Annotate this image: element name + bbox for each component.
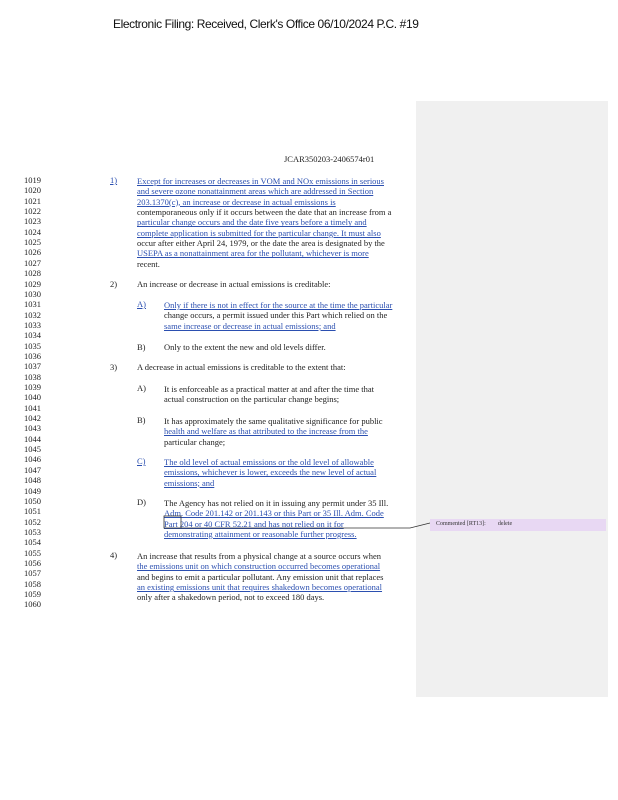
line-number: 1025: [24, 237, 41, 248]
line-number: 1055: [24, 547, 41, 558]
item-3-text: A decrease in actual emissions is creditable to the extent that:: [137, 362, 346, 372]
line-number: 1023: [24, 216, 41, 227]
item-2b-text: Only to the extent the new and old levels differ.: [164, 342, 326, 352]
line-number: 1035: [24, 340, 41, 351]
line-number: 1047: [24, 464, 41, 475]
line-number: 1038: [24, 371, 41, 382]
line-number: 1056: [24, 558, 41, 568]
line-number: 1032: [24, 309, 41, 320]
line-number: 1036: [24, 350, 41, 361]
line-number: 1042: [24, 413, 41, 423]
document-id: JCAR350203-2406574r01: [284, 154, 375, 164]
line-number: 1020: [24, 185, 41, 196]
comment-body: delete: [497, 521, 513, 527]
line-number: 1024: [24, 226, 41, 237]
line-number: 1060: [24, 599, 41, 610]
item-2b-marker: B): [137, 342, 146, 352]
line-number: 1040: [24, 392, 41, 403]
item-3b-marker: B): [137, 415, 146, 425]
line-number: 1053: [24, 526, 41, 537]
line-number: 1030: [24, 288, 41, 299]
item-3c-text: The old level of actual emissions or the old level of allowable emissions, whichever is lower, exceeds the new level of actual emissions; and: [164, 457, 377, 488]
item-4-marker: 4): [110, 550, 118, 560]
line-number: 1026: [24, 247, 41, 258]
line-number: 1050: [24, 495, 41, 506]
comment-label: Commented [RT13]:: [436, 521, 486, 527]
line-number: 1021: [24, 195, 41, 206]
line-number: 1027: [24, 257, 41, 268]
line-number: 1033: [24, 319, 41, 330]
item-2-text: An increase or decrease in actual emissions is creditable:: [137, 279, 331, 289]
item-3a-text: It is enforceable as a practical matter at and after the time that actual construction on the particular change begins;: [164, 384, 375, 405]
item-4-text: An increase that results from a physical change at a source occurs when the emissions unit on which construction occurred becomes operational and begins to emit a particular pollutant. Any emission unit that replaces an existing emissions unit that requires shakedown becomes operational only after a shakedown period, not to exceed 180 days.: [137, 551, 384, 603]
line-number: 1039: [24, 382, 41, 392]
item-2-marker: 2): [110, 279, 118, 289]
item-3c-marker: C): [137, 456, 146, 466]
line-number: 1052: [24, 516, 41, 527]
line-number: 1028: [24, 268, 41, 279]
line-number: 1051: [24, 506, 41, 517]
line-number: 1059: [24, 589, 41, 599]
line-number: 1043: [24, 423, 41, 434]
comment-content[interactable]: [436, 521, 512, 527]
item-1-marker: 1): [110, 175, 118, 185]
filing-header: Electronic Filing: Received, Clerk's Office 06/10/2024 P.C. #19: [113, 17, 419, 31]
item-2a-marker: A): [137, 299, 146, 309]
line-number: 1041: [24, 402, 41, 413]
item-2a-text: Only if there is not in effect for the source at the time the particular change occurs, a permit issued under this Part which relied on the same increase or decrease in actual emissions; and: [164, 300, 393, 331]
item-3d-marker: D): [137, 497, 146, 507]
line-number: 1019: [24, 175, 41, 185]
line-number: 1022: [24, 206, 41, 217]
line-number: 1054: [24, 537, 41, 548]
line-number: 1037: [24, 361, 41, 372]
line-number: 1046: [24, 454, 41, 465]
item-3b-text: It has approximately the same qualitative significance for public health and welfare as that attributed to the increase from the particular change;: [164, 416, 383, 447]
line-number: 1049: [24, 485, 41, 496]
line-number: 1057: [24, 568, 41, 579]
line-number: 1029: [24, 278, 41, 289]
item-3a-marker: A): [137, 383, 146, 393]
item-3d-text: The Agency has not relied on it in issuing any permit under 35 Ill. Adm. Code 201.142 or 201.143 or this Part or 35 Ill. Adm. Code Part 204 or 40 CFR 52.21 and has not relied on it for demonstrating attainment or reasonable further progress.: [164, 498, 389, 540]
line-number: 1034: [24, 330, 41, 341]
line-number: 1058: [24, 578, 41, 589]
line-number: 1048: [24, 475, 41, 486]
line-number: 1044: [24, 433, 41, 444]
item-1-text: Except for increases or decreases in VOM and NOx emissions in serious and severe ozone nonattainment areas which are addressed in Section 203.1370(c), an increase or decrease in actual emissions is contemporaneous only if it occurs between the date that an increase from a particular change occurs and the date five years before a timely and complete application is submitted for the particular change. It must also occur after either April 24, 1979, or the date the area is designated by the USEPA as a nonattainment area for the pollutant, whichever is more recent.: [137, 176, 392, 269]
item-3-marker: 3): [110, 362, 118, 372]
line-number: 1031: [24, 299, 41, 310]
line-number: 1045: [24, 444, 41, 455]
